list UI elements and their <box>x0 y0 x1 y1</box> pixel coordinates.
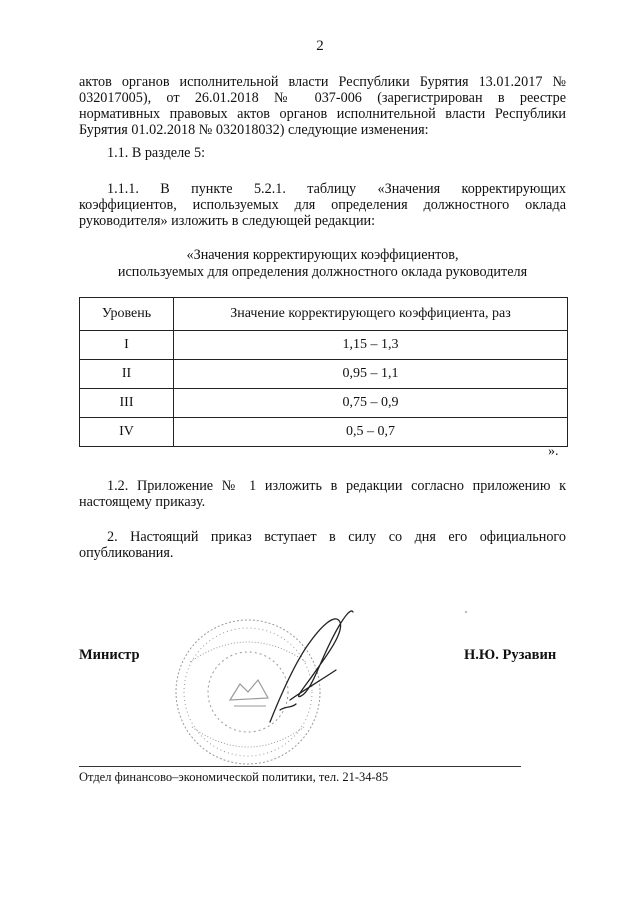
header-level: Уровень <box>80 298 174 331</box>
page-number: 2 <box>316 38 324 54</box>
item-2-line-2: опубликования. <box>79 545 174 561</box>
item-1-2-line-2: настоящему приказу. <box>79 494 206 510</box>
row-value: 0,5 – 0,7 <box>174 418 568 447</box>
table-caption-line-1: «Значения корректирующих коэффициентов, <box>186 247 459 263</box>
row-level: II <box>80 360 174 389</box>
seal-graphic <box>170 582 470 772</box>
item-1-1: 1.1. В разделе 5: <box>107 145 206 161</box>
row-level: I <box>80 331 174 360</box>
item-1-2-line-1: 1.2. Приложение № 1 изложить в редакции согласно приложению к <box>107 478 566 494</box>
item-1-1-1-line-1: 1.1.1. В пункте 5.2.1. таблицу «Значения корректирующих <box>107 181 566 197</box>
intro-line-1: актов органов исполнительной власти Республики Бурятия 13.01.2017 № <box>79 74 566 90</box>
footer-divider <box>79 766 521 767</box>
table-caption <box>79 247 566 281</box>
table-closing-quote: ». <box>548 444 559 459</box>
intro-line-2: 032017005), от 26.01.2018 № 037-006 (зарегистрирован в реестре <box>79 90 566 106</box>
table-header-row <box>80 298 568 331</box>
intro-line-4: Бурятия 01.02.2018 № 032018032) следующие изменения: <box>79 122 429 138</box>
footer-contact: Отдел финансово–экономической политики, тел. 21-34-85 <box>79 770 389 784</box>
row-value: 0,95 – 1,1 <box>174 360 568 389</box>
table-row <box>80 418 568 447</box>
header-value: Значение корректирующего коэффициента, раз <box>174 298 568 331</box>
signatory-position: Министр <box>79 647 140 663</box>
item-1-1-1-line-3: руководителя» изложить в следующей редакции: <box>79 213 376 229</box>
table-row <box>80 331 568 360</box>
official-seal-and-signature <box>170 582 470 772</box>
row-value: 1,15 – 1,3 <box>174 331 568 360</box>
intro-line-3: нормативных правовых актов органов исполнительной власти Республики <box>79 106 566 122</box>
table-row <box>80 389 568 418</box>
table-caption-line-2: используемых для определения должностного оклада руководителя <box>117 264 528 280</box>
coefficient-table <box>79 297 568 447</box>
row-level: IV <box>80 418 174 447</box>
table-row <box>80 360 568 389</box>
item-2-line-1: 2. Настоящий приказ вступает в силу со дня его официального <box>107 529 566 545</box>
row-value: 0,75 – 0,9 <box>174 389 568 418</box>
row-level: III <box>80 389 174 418</box>
item-1-1-1-line-2: коэффициентов, используемых для определения должностного оклада <box>79 197 566 213</box>
signatory-name: Н.Ю. Рузавин <box>464 647 557 663</box>
